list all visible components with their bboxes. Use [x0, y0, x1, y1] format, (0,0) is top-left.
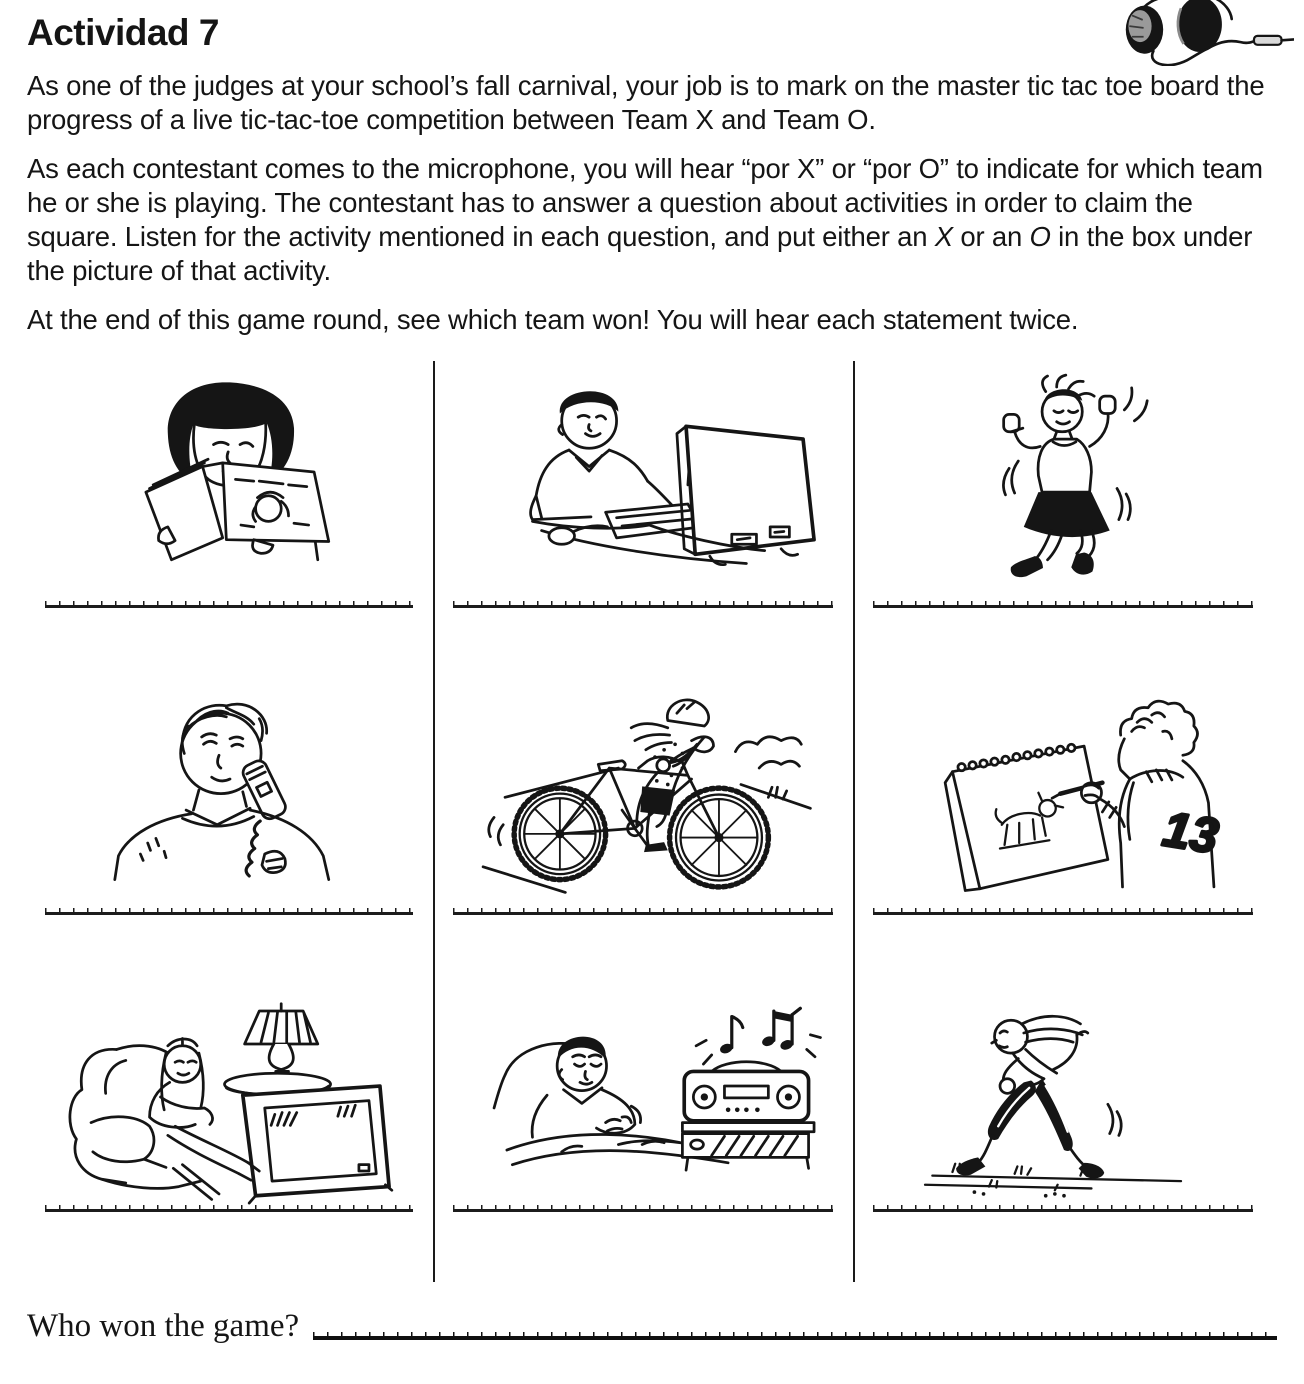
- footer-question: Who won the game?: [27, 1308, 300, 1344]
- answer-blank[interactable]: [45, 1203, 413, 1212]
- board-cell-watching-tv: [27, 975, 433, 1282]
- svg-text:13: 13: [1159, 801, 1223, 865]
- answer-blank[interactable]: [873, 599, 1253, 608]
- reading-magazine-icon: [38, 367, 422, 599]
- board-cell-running: [855, 975, 1273, 1282]
- answer-blank[interactable]: [453, 1203, 833, 1212]
- instruction-paragraph-3: At the end of this game round, see which team won! You will hear each statement twice.: [27, 304, 1079, 335]
- board-column-1: [27, 361, 433, 1282]
- answer-blank[interactable]: [873, 906, 1253, 915]
- board-cell-drawing: [855, 668, 1273, 975]
- riding-bike-icon: [452, 674, 836, 906]
- board-cell-dance: [855, 361, 1273, 668]
- answer-blank[interactable]: [453, 906, 833, 915]
- board-cell-reading: [27, 361, 433, 668]
- using-computer-icon: [452, 367, 836, 599]
- board-cell-phone: [27, 668, 433, 975]
- answer-blank[interactable]: [45, 906, 413, 915]
- footer: [27, 1308, 1277, 1345]
- footer-answer-blank[interactable]: [313, 1328, 1277, 1340]
- board-column-2: [433, 361, 853, 1282]
- instruction-paragraph-1: As one of the judges at your school’s fall carnival, your job is to mark on the master tic tac toe board the progress of a live tic-tac-toe competition between Team X and Team O.: [27, 70, 1265, 135]
- answer-blank[interactable]: [45, 599, 413, 608]
- running-icon: [872, 981, 1256, 1213]
- instructions: [27, 69, 1277, 337]
- drawing-icon: [872, 674, 1256, 906]
- listening-to-music-icon: [452, 981, 836, 1213]
- board-cell-bike: [435, 668, 853, 975]
- instruction-paragraph-2: As each contestant comes to the microphone, you will hear “por X” or “por O” to indicate for which team he or she is playing. The contestant has to answer a question about activities in order to claim the square. Listen for the activity mentioned in each question, and put either an X or an O in the box under the picture of that activity.: [27, 153, 1263, 286]
- tic-tac-toe-board: [27, 361, 1277, 1282]
- headphones-icon: [1116, 0, 1294, 66]
- board-cell-music: [435, 975, 853, 1282]
- watching-tv-icon: [38, 981, 422, 1213]
- board-cell-computer: [435, 361, 853, 668]
- board-column-3: [853, 361, 1273, 1282]
- page-title: Actividad 7: [27, 12, 219, 53]
- answer-blank[interactable]: [873, 1203, 1253, 1212]
- talking-on-phone-icon: [38, 674, 422, 906]
- answer-blank[interactable]: [453, 599, 833, 608]
- dancing-icon: [872, 367, 1256, 599]
